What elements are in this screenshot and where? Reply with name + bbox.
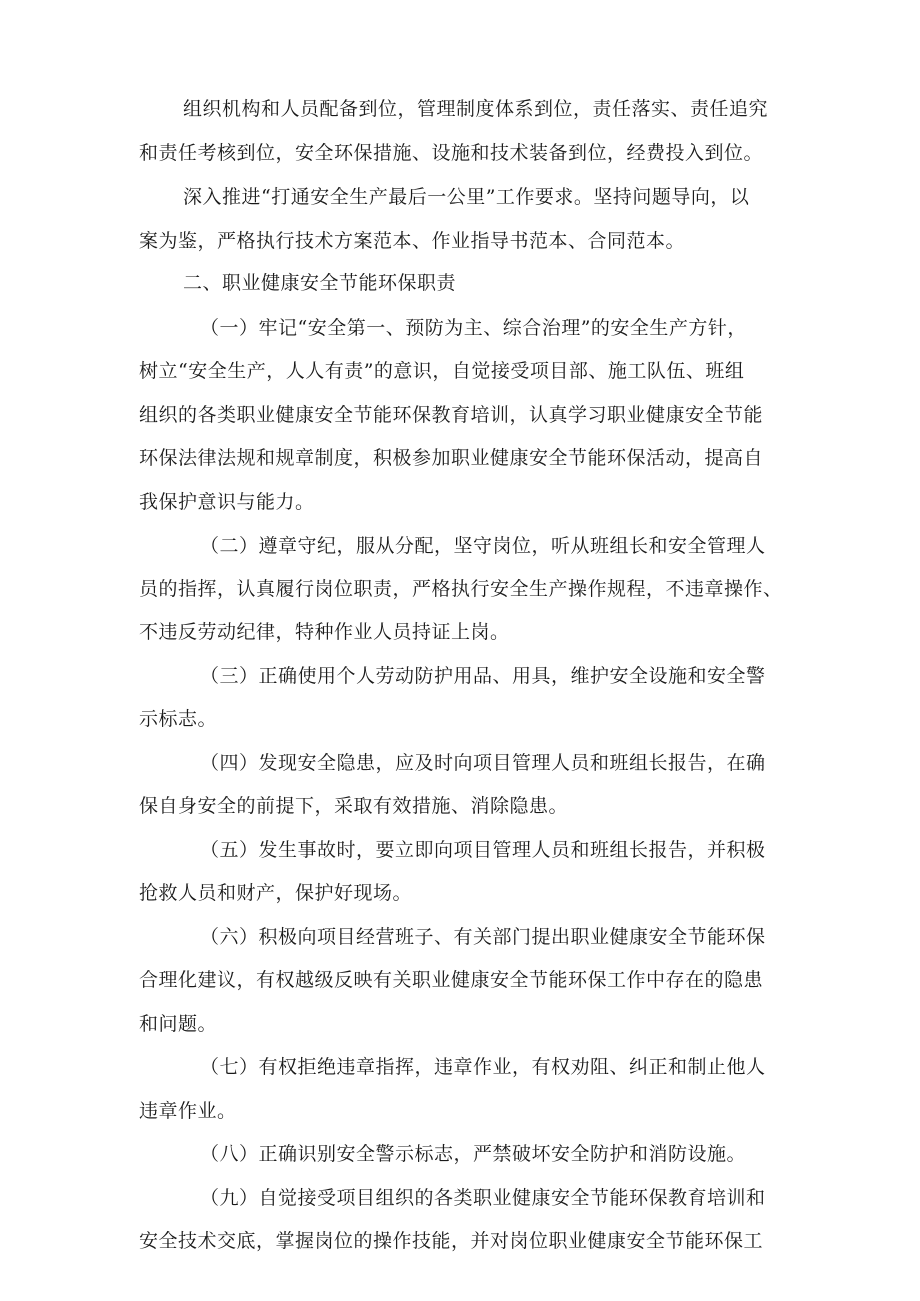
text-line: [0, 529, 920, 563]
line-text: （六）积极向项目经营班子、有关部门提出职业健康安全节能环保: [200, 926, 766, 948]
line-text: 案为鉴，严格执行技术方案范本、作业指导书范本、合同范本。: [139, 230, 686, 252]
text-line: [0, 876, 920, 910]
text-line: [0, 1181, 920, 1215]
line-text: （四）发现安全隐患，应及时向项目管理人员和班组长报告，在确: [200, 752, 766, 774]
text-line: [0, 311, 920, 345]
section-heading: [0, 266, 920, 300]
line-text: 和责任考核到位，安全环保措施、设施和技术装备到位，经费投入到位。: [139, 142, 764, 164]
text-line: [0, 224, 920, 258]
text-line: [0, 441, 920, 475]
text-line: [0, 1137, 920, 1171]
line-text: （八）正确识别安全警示标志，严禁破坏安全防护和消防设施。: [200, 1143, 747, 1165]
line-text: 我保护意识与能力。: [139, 491, 315, 513]
line-text: 环保法律法规和规章制度，积极参加职业健康安全节能环保活动，提高自: [139, 447, 764, 469]
text-line: [0, 485, 920, 519]
text-line: [0, 702, 920, 736]
line-text: 示标志。: [139, 708, 218, 730]
line-text: （三）正确使用个人劳动防护用品、用具，维护安全设施和安全警: [200, 665, 766, 687]
line-text: （七）有权拒绝违章指挥，违章作业，有权劝阻、纠正和制止他人: [200, 1056, 766, 1078]
text-line: [0, 92, 920, 126]
text-line: [0, 136, 920, 170]
text-line: [0, 963, 920, 997]
line-text: （一）牢记“安全第一、预防为主、综合治理”的安全生产方针，: [200, 317, 747, 339]
line-text: （九）自觉接受项目组织的各类职业健康安全节能环保教育培训和: [200, 1187, 766, 1209]
line-text: 安全技术交底，掌握岗位的操作技能，并对岗位职业健康安全节能环保工: [139, 1230, 764, 1252]
text-line: [0, 1007, 920, 1041]
text-line: [0, 398, 920, 432]
text-line: [0, 833, 920, 867]
text-line: [0, 746, 920, 780]
line-text: 抢救人员和财产，保护好现场。: [139, 882, 413, 904]
line-text: 员的指挥，认真履行岗位职责，严格执行安全生产操作规程，不违章操作、: [139, 578, 783, 600]
line-text: 合理化建议，有权越级反映有关职业健康安全节能环保工作中存在的隐患: [139, 969, 764, 991]
line-text: 组织机构和人员配备到位，管理制度体系到位，责任落实、责任追究: [183, 98, 769, 120]
line-text: 不违反劳动纪律，特种作业人员持证上岗。: [139, 621, 510, 643]
line-text: （二）遵章守纪，服从分配，坚守岗位，听从班组长和安全管理人: [200, 535, 766, 557]
heading-text: 二、职业健康安全节能环保职责: [183, 272, 457, 294]
text-line: [0, 354, 920, 388]
text-line: [0, 1050, 920, 1084]
line-text: 和问题。: [139, 1013, 218, 1035]
text-line: [0, 659, 920, 693]
text-line: [0, 1224, 920, 1258]
line-text: 深入推进“打通安全生产最后一公里”工作要求。坚持问题导向，以: [183, 186, 750, 208]
line-text: 组织的各类职业健康安全节能环保教育培训，认真学习职业健康安全节能: [139, 404, 764, 426]
line-text: 保自身安全的前提下，采取有效措施、消除隐患。: [139, 795, 569, 817]
text-line: [0, 615, 920, 649]
line-text: 违章作业。: [139, 1100, 237, 1122]
text-line: [0, 572, 920, 606]
text-line: [0, 920, 920, 954]
text-line: [0, 789, 920, 823]
text-line: [0, 1094, 920, 1128]
line-text: 树立“安全生产，人人有责”的意识，自觉接受项目部、施工队伍、班组: [139, 360, 745, 382]
text-line: [0, 180, 920, 214]
line-text: （五）发生事故时，要立即向项目管理人员和班组长报告，并积极: [200, 839, 766, 861]
